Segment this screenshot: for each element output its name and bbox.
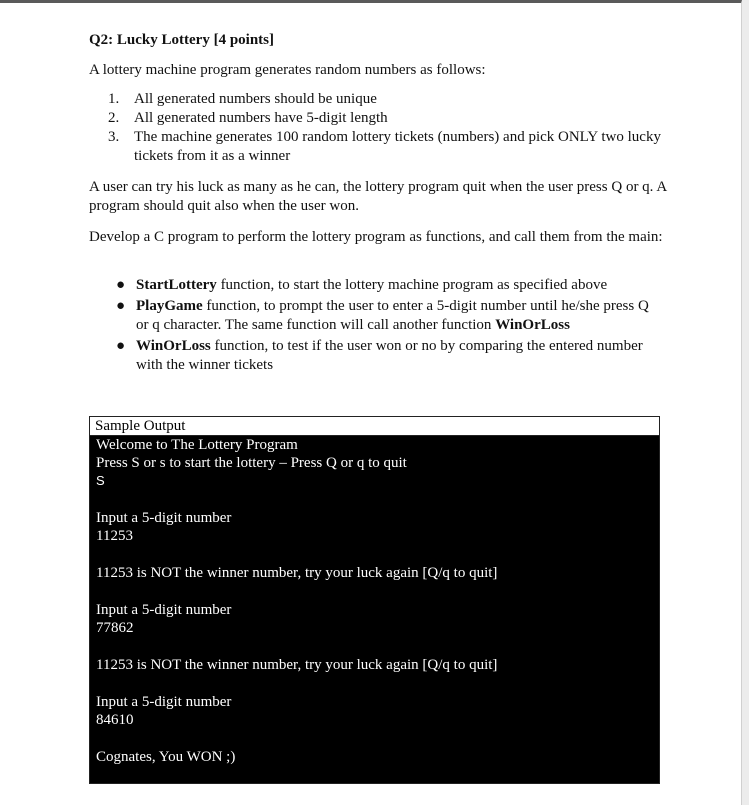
console-line: 11253 is NOT the winner number, try your luck again [Q/q to quit] — [96, 565, 498, 581]
sample-output-header: Sample Output — [90, 417, 659, 436]
console-line: Cognates, You WON ;) — [96, 749, 236, 765]
console-line — [96, 729, 659, 748]
list-item-text: The machine generates 100 random lottery tickets (numbers) and pick ONLY two lucky tickets from it as a winner — [134, 129, 661, 164]
console-line — [96, 637, 659, 656]
list-item — [116, 337, 661, 376]
function-desc: function, to prompt the user to enter a 5-digit number until he/she press Q or q character. The same function will call another function — [136, 297, 649, 333]
functions-list — [116, 276, 661, 377]
console-line: 11253 — [96, 528, 133, 544]
list-number: 3. — [108, 129, 120, 145]
console-line: Welcome to The Lottery Program — [96, 437, 298, 453]
requirements-list — [108, 90, 678, 166]
console-line: 84610 — [96, 712, 134, 728]
bullet-icon: ● — [116, 297, 126, 314]
console-output — [90, 436, 659, 766]
console-line: S — [96, 473, 105, 488]
function-desc: function, to start the lottery machine program as specified above — [216, 277, 608, 293]
list-number: 2. — [108, 110, 120, 126]
list-number: 1. — [108, 91, 120, 107]
list-item — [116, 297, 661, 336]
list-item — [108, 109, 678, 128]
console-line: Press S or s to start the lottery – Press Q or q to quit — [96, 455, 407, 471]
function-name: StartLottery — [136, 277, 217, 293]
bullet-icon: ● — [116, 277, 126, 293]
console-line: Input a 5-digit number — [96, 510, 232, 526]
console-line — [96, 545, 659, 564]
question-title: Q2: Lucky Lottery [4 points] — [89, 32, 274, 48]
list-item — [116, 276, 661, 296]
console-line: 11253 is NOT the winner number, try your luck again [Q/q to quit] — [96, 657, 498, 673]
list-item — [108, 128, 678, 166]
console-line: 77862 — [96, 620, 134, 636]
bullet-icon: ● — [116, 337, 126, 354]
sample-output-box — [89, 416, 660, 784]
quit-paragraph: A user can try his luck as many as he can, the lottery program quit when the user press Q or q. A program should quit also when the user won. — [89, 179, 667, 214]
list-item-text: All generated numbers have 5-digit length — [134, 110, 388, 126]
list-item — [108, 90, 678, 109]
list-item-text: All generated numbers should be unique — [134, 91, 377, 107]
console-line: Input a 5-digit number — [96, 694, 232, 710]
console-line — [96, 582, 659, 601]
console-line — [96, 490, 659, 509]
function-name: WinOrLoss — [136, 337, 211, 354]
console-line — [96, 674, 659, 693]
intro-paragraph: A lottery machine program generates random numbers as follows: — [89, 62, 486, 78]
function-name: PlayGame — [136, 297, 203, 314]
function-desc: function, to test if the user won or no by comparing the entered number with the winner tickets — [136, 337, 643, 373]
develop-paragraph: Develop a C program to perform the lottery program as functions, and call them from the main: — [89, 229, 663, 245]
function-name-ref: WinOrLoss — [495, 317, 570, 333]
console-line: Input a 5-digit number — [96, 602, 232, 618]
